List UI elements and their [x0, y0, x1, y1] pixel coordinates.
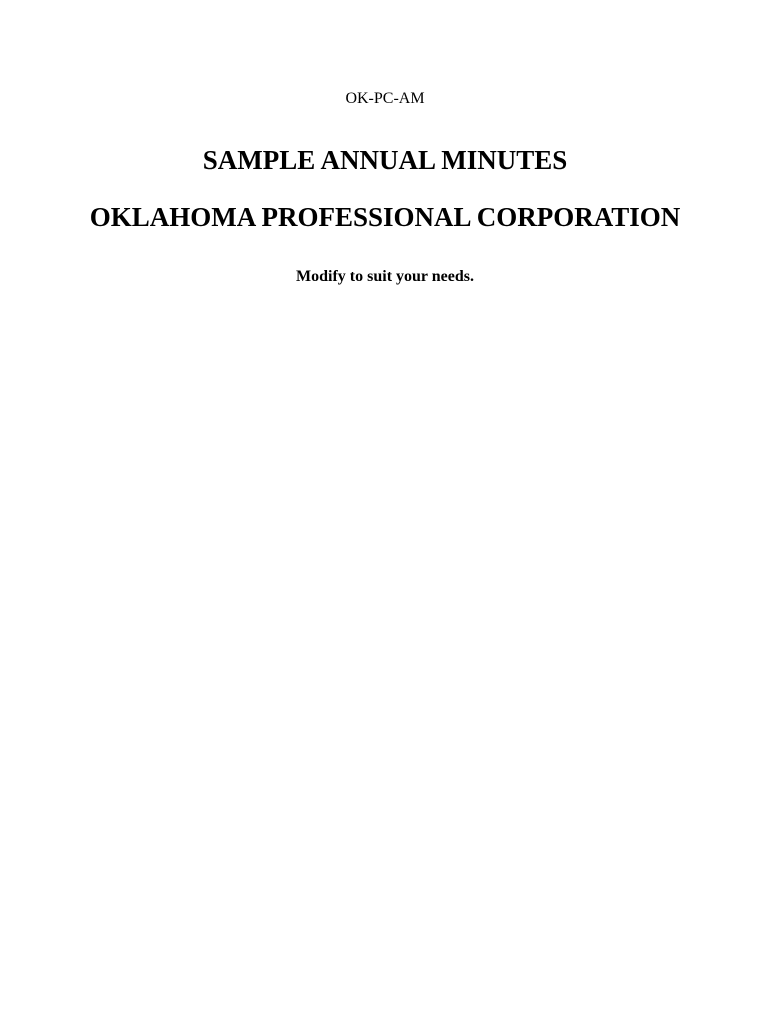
instruction-note: Modify to suit your needs.	[296, 268, 474, 285]
form-code: OK-PC-AM	[345, 90, 425, 107]
document-subtitle: OKLAHOMA PROFESSIONAL CORPORATION	[89, 202, 681, 232]
document-title: SAMPLE ANNUAL MINUTES	[202, 145, 568, 175]
